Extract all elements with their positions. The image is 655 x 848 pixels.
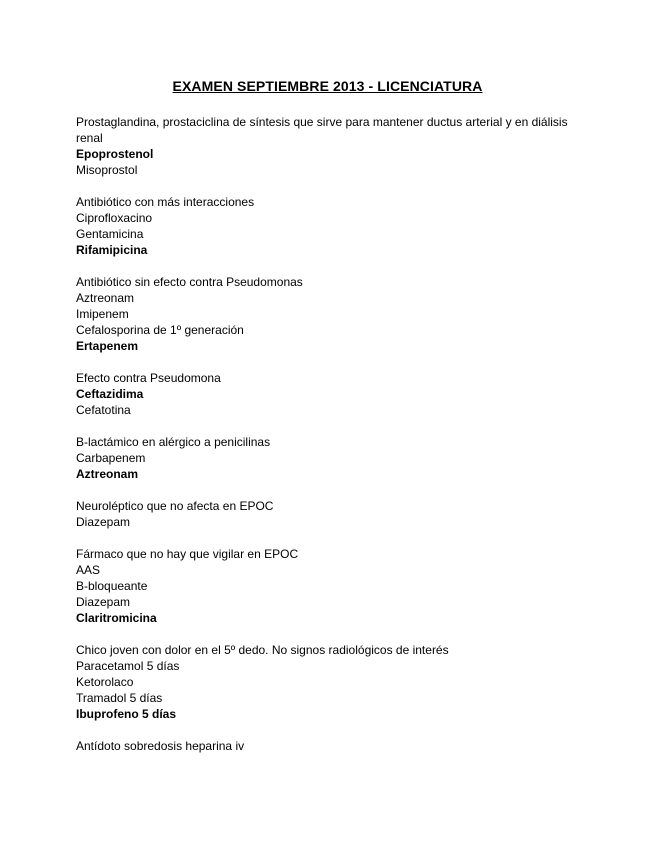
question-prompt: Fármaco que no hay que vigilar en EPOC (76, 547, 299, 561)
answer-option: Aztreonam (76, 291, 135, 305)
question-prompt: Efecto contra Pseudomona (76, 371, 221, 385)
correct-answer: Aztreonam (76, 467, 139, 481)
question-prompt: B-lactámico en alérgico a penicilinas (76, 435, 271, 449)
document-title: EXAMEN SEPTIEMBRE 2013 - LICENCIATURA (172, 78, 483, 94)
correct-answer: Ertapenem (76, 339, 139, 353)
question-block (76, 194, 596, 258)
correct-answer: Ceftazidima (76, 387, 144, 401)
question-prompt: Chico joven con dolor en el 5º dedo. No signos radiológicos de interés (76, 643, 449, 657)
answer-option: Ketorolaco (76, 675, 134, 689)
answer-option: Tramadol 5 días (76, 691, 163, 705)
question-block (76, 434, 596, 482)
answer-option: Paracetamol 5 días (76, 659, 180, 673)
answer-option: AAS (76, 563, 101, 577)
answer-option: Cefatotina (76, 403, 131, 417)
answer-option: Imipenem (76, 307, 129, 321)
answer-option: Diazepam (76, 515, 131, 529)
question-prompt: Neuroléptico que no afecta en EPOC (76, 499, 274, 513)
question-block (76, 642, 596, 722)
correct-answer: Rifamipicina (76, 243, 148, 257)
answer-option: B-bloqueante (76, 579, 148, 593)
question-prompt: Prostaglandina, prostaciclina de síntesis que sirve para mantener ductus arterial y en diálisis renal (76, 115, 568, 145)
question-block (76, 370, 596, 418)
correct-answer: Ibuprofeno 5 días (76, 707, 177, 721)
correct-answer: Claritromicina (76, 611, 157, 625)
answer-option: Ciprofloxacino (76, 211, 153, 225)
question-block (76, 546, 596, 626)
answer-option: Diazepam (76, 595, 131, 609)
answer-option: Misoprostol (76, 163, 138, 177)
correct-answer: Epoprostenol (76, 147, 154, 161)
answer-option: Gentamicina (76, 227, 144, 241)
answer-option: Cefalosporina de 1º generación (76, 323, 244, 337)
question-block (76, 738, 596, 754)
question-prompt: Antídoto sobredosis heparina iv (76, 739, 245, 753)
answer-option: Carbapenem (76, 451, 146, 465)
question-list (76, 114, 596, 770)
question-block (76, 498, 596, 530)
question-prompt: Antibiótico sin efecto contra Pseudomonas (76, 275, 303, 289)
question-prompt: Antibiótico con más interacciones (76, 195, 255, 209)
question-block (76, 114, 596, 178)
question-block (76, 274, 596, 354)
